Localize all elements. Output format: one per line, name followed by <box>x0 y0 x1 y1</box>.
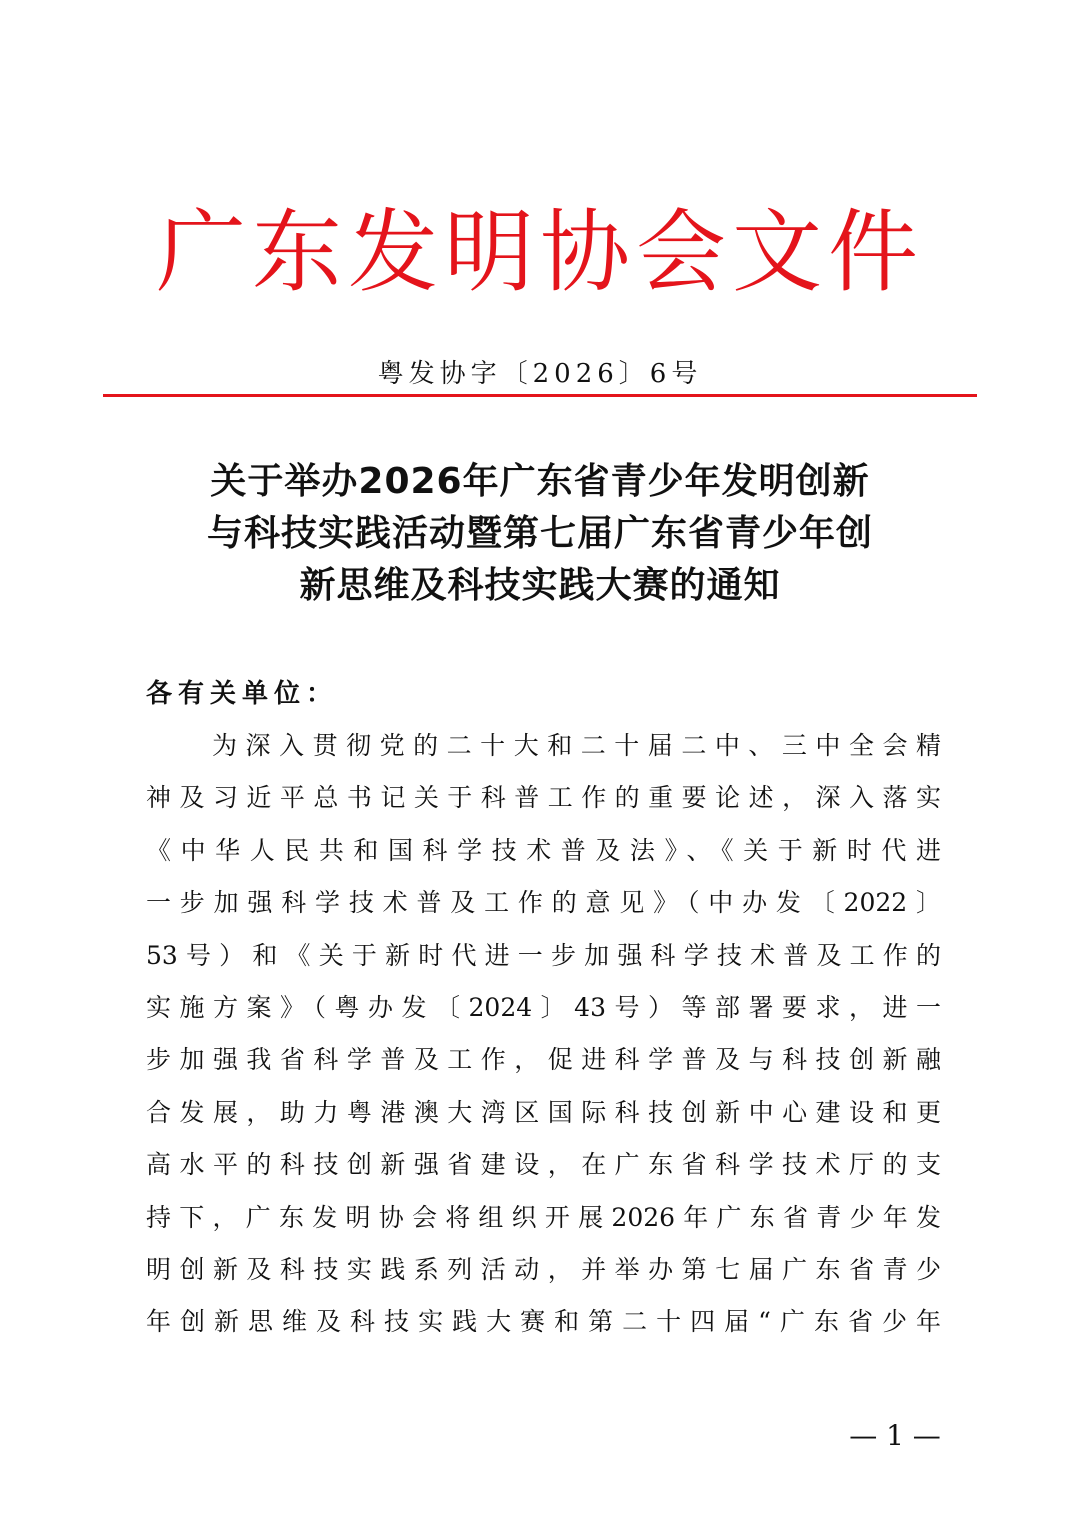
body-line: 步加强我省科学普及工作，促进科学普及与科技创新融 <box>146 1045 941 1075</box>
body-line: 年创新思维及科技实践大赛和第二十四届“广东省少年 <box>146 1307 941 1337</box>
body-line: 合发展，助力粤港澳大湾区国际科技创新中心建设和更 <box>146 1097 941 1127</box>
body-line: 53号）和《关于新时代进一步加强科学技术普及工作的 <box>146 940 941 970</box>
body-line: 为深入贯彻党的二十大和二十届二中、三中全会精 <box>212 731 941 760</box>
body-line: 神及习近平总书记关于科普工作的重要论述，深入落实 <box>146 783 941 813</box>
red-divider-rule <box>103 394 977 397</box>
title-line: 新思维及科技实践大赛的通知 <box>299 565 781 606</box>
body-line: 一步加强科学技术普及工作的意见》（中办发〔2022〕 <box>146 888 941 918</box>
body-line: 明创新及科技实践系列活动，并举办第七届广东省青少 <box>146 1254 941 1284</box>
title-line: 与科技实践活动暨第七届广东省青少年创 <box>206 513 873 554</box>
body-line: 实施方案》（粤办发〔2024〕43号）等部署要求，进一 <box>146 992 941 1022</box>
body-paragraph <box>146 724 946 1353</box>
body-line: 《中华人民共和国科学技术普及法》、《关于新时代进 <box>146 835 941 865</box>
body-line: 高水平的科技创新强省建设，在广东省科学技术厅的支 <box>146 1150 941 1180</box>
page-number: — 1 — <box>849 1419 941 1452</box>
body-line: 持下，广东发明协会将组织开展2026年广东省青少年发 <box>146 1202 941 1232</box>
notice-title <box>120 456 960 612</box>
title-line: 关于举办2026年广东省青少年发明创新 <box>210 461 870 502</box>
salutation: 各有关单位： <box>146 679 339 709</box>
masthead-title: 广东发明协会文件 <box>156 200 924 305</box>
document-number: 粤发协字〔2026〕6号 <box>377 359 703 389</box>
